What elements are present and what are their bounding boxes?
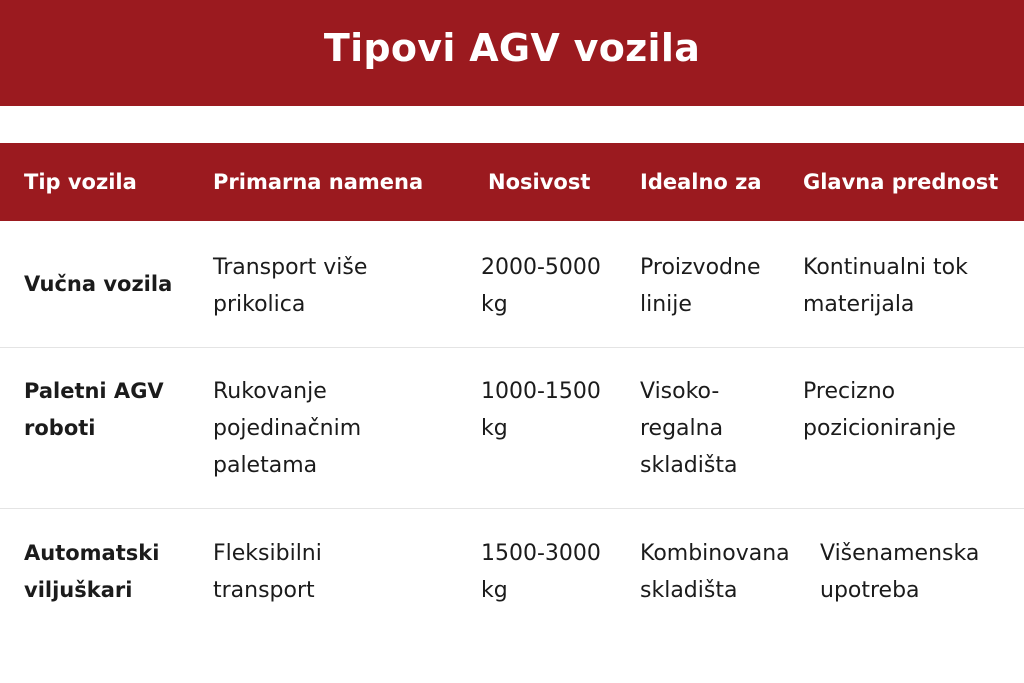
cell-line: materijala — [803, 292, 915, 317]
header-idealno-za: Idealno za — [640, 170, 762, 194]
cell-advantage — [803, 373, 956, 447]
cell-line: skladišta — [640, 578, 738, 603]
cell-purpose — [213, 535, 322, 609]
cell-line: kg — [481, 292, 508, 317]
cell-line: Višenamenska — [820, 541, 980, 566]
cell-line: 1000-1500 — [481, 379, 601, 404]
cell-type — [24, 266, 172, 303]
cell-line: regalna — [640, 416, 724, 441]
cell-advantage — [820, 535, 979, 609]
cell-line: Vučna vozila — [24, 272, 173, 296]
cell-line: 2000-5000 — [481, 255, 601, 280]
title-banner — [0, 0, 1024, 106]
cell-capacity — [481, 373, 601, 447]
cell-line: Kontinualni tok — [803, 255, 968, 280]
cell-line: Transport više — [213, 255, 368, 280]
cell-line: roboti — [24, 416, 96, 440]
page-title: Tipovi AGV vozila — [323, 26, 701, 70]
cell-line: Rukovanje — [213, 379, 327, 404]
cell-line: Automatski — [24, 541, 160, 565]
cell-advantage — [803, 249, 968, 323]
cell-line: skladišta — [640, 453, 738, 478]
header-primarna-namena: Primarna namena — [213, 170, 424, 194]
cell-line: Paletni AGV — [24, 379, 164, 403]
header-glavna-prednost: Glavna prednost — [803, 170, 999, 194]
cell-ideal — [640, 373, 737, 484]
table-header-row — [0, 143, 1024, 221]
cell-line: Visoko- — [640, 379, 720, 404]
cell-line: Kombinovana — [640, 541, 790, 566]
cell-purpose — [213, 249, 367, 323]
cell-line: Fleksibilni — [213, 541, 322, 566]
cell-line: pojedinačnim — [213, 416, 362, 441]
cell-line: paletama — [213, 453, 318, 478]
cell-line: viljuškari — [24, 578, 133, 602]
cell-line: kg — [481, 578, 508, 603]
cell-capacity — [481, 249, 601, 323]
cell-ideal — [640, 249, 760, 323]
cell-line: linije — [640, 292, 692, 317]
cell-capacity — [481, 535, 601, 609]
table-row — [0, 348, 1024, 508]
cell-purpose — [213, 373, 361, 484]
cell-type — [24, 535, 159, 609]
cell-line: upotreba — [820, 578, 920, 603]
cell-line: prikolica — [213, 292, 306, 317]
header-tip-vozila: Tip vozila — [24, 170, 137, 194]
cell-line: kg — [481, 416, 508, 441]
cell-type — [24, 373, 164, 447]
cell-ideal — [640, 535, 790, 609]
table-row — [0, 509, 1024, 629]
cell-line: 1500-3000 — [481, 541, 601, 566]
cell-line: pozicioniranje — [803, 416, 956, 441]
cell-line: Precizno — [803, 379, 896, 404]
cell-line: transport — [213, 578, 315, 603]
header-nosivost: Nosivost — [488, 170, 591, 194]
cell-line: Proizvodne — [640, 255, 761, 280]
table-row — [0, 222, 1024, 347]
